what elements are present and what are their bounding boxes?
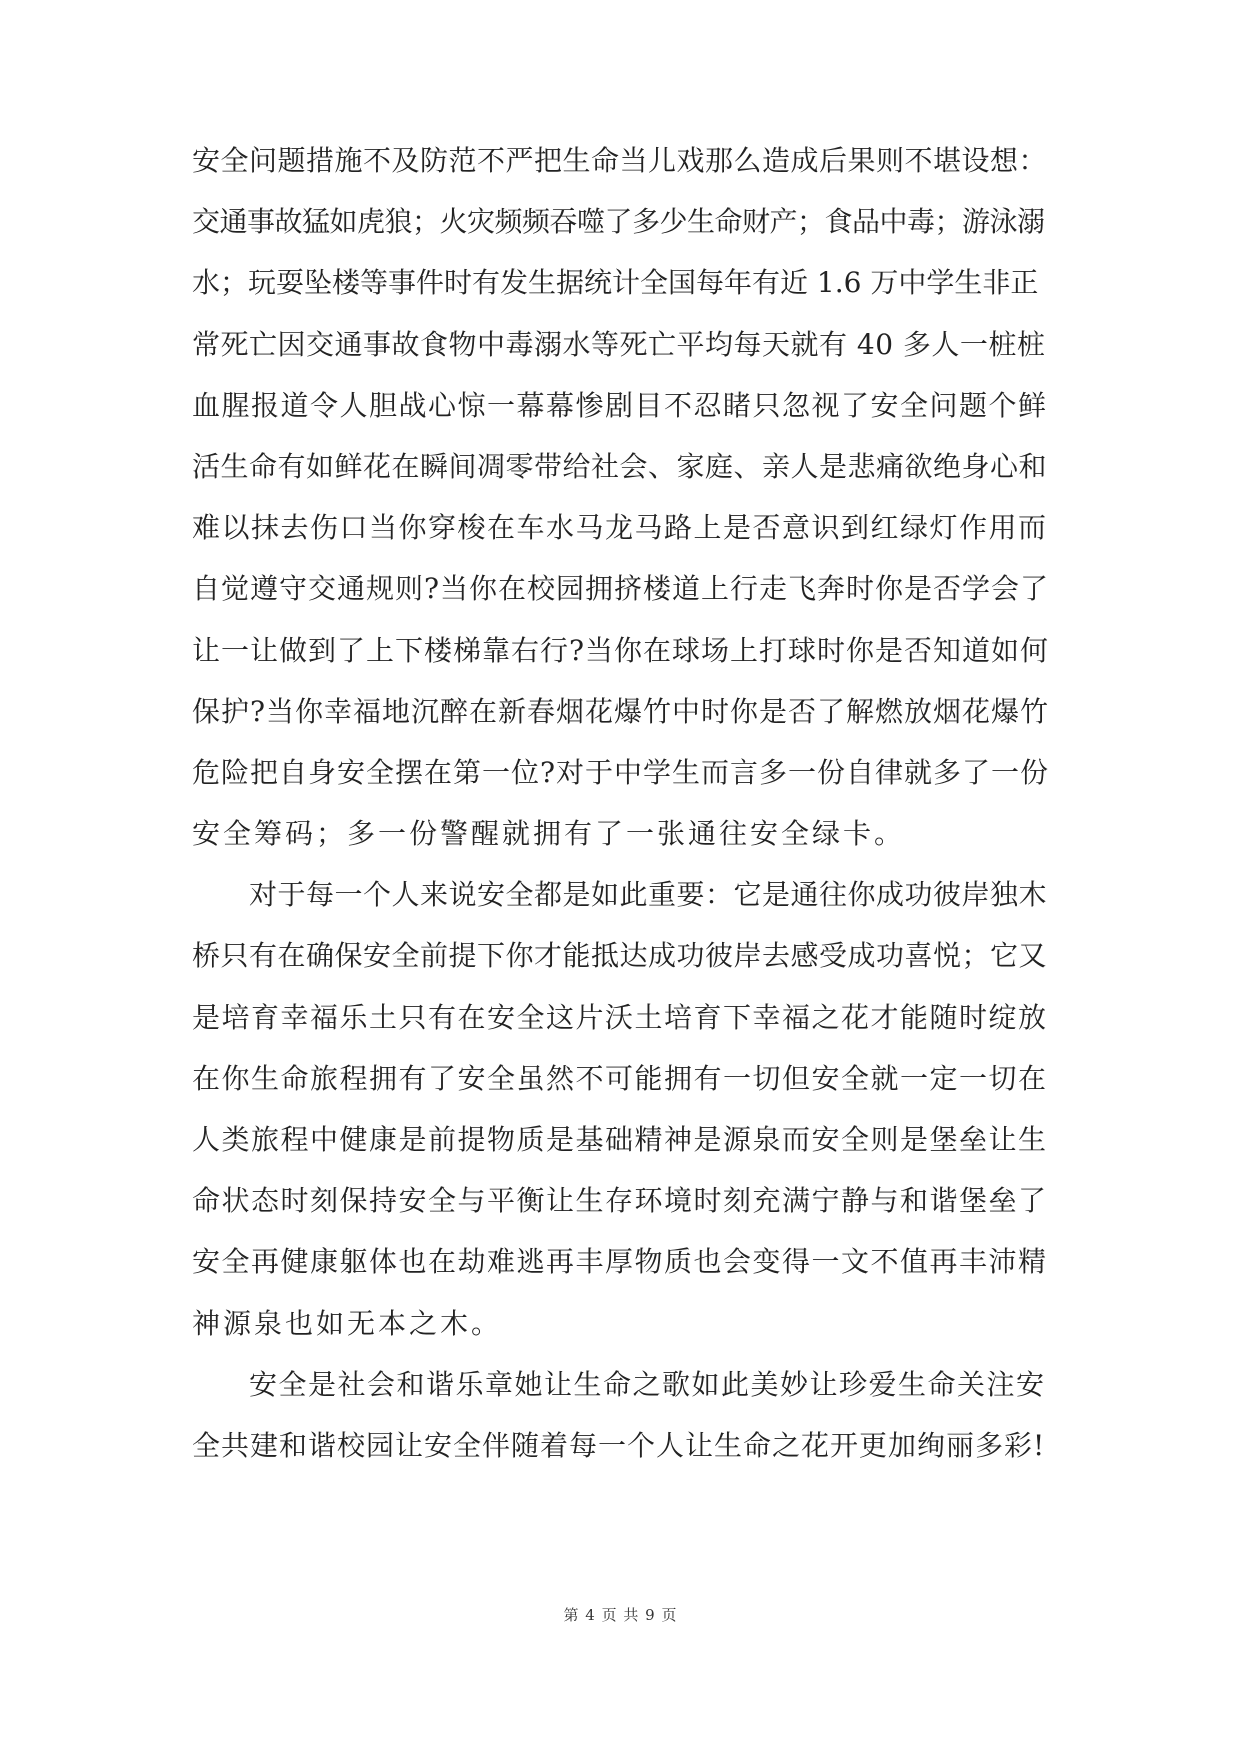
text-line: 桥只有在确保安全前提下你才能抵达成功彼岸去感受成功喜悦；它又 bbox=[192, 939, 1048, 973]
text-line: 安全筹码；多一份警醒就拥有了一张通往安全绿卡。 bbox=[192, 817, 906, 851]
text-line: 全共建和谐校园让安全伴随着每一个人让生命之花开更加绚丽多彩! bbox=[192, 1428, 1046, 1462]
text-line: 危险把自身安全摆在第一位?对于中学生而言多一份自律就多了一份 bbox=[192, 755, 1050, 789]
text-line: 神源泉也如无本之木。 bbox=[192, 1306, 503, 1340]
text-line: 活生命有如鲜花在瞬间凋零带给社会、家庭、亲人是悲痛欲绝身心和 bbox=[192, 449, 1048, 483]
text-line: 命状态时刻保持安全与平衡让生存环境时刻充满宁静与和谐堡垒了 bbox=[192, 1184, 1048, 1218]
text-line: 让一让做到了上下楼梯靠右行?当你在球场上打球时你是否知道如何 bbox=[192, 633, 1050, 667]
text-line: 常死亡因交通事故食物中毒溺水等死亡平均每天就有 40 多人一桩桩 bbox=[192, 327, 1046, 361]
text-line-first-indent: 安全是社会和谐乐章她让生命之歌如此美妙让珍爱生命关注安 bbox=[249, 1367, 1046, 1401]
document-body bbox=[192, 130, 1050, 1476]
paragraph-2 bbox=[192, 864, 1050, 1354]
text-line: 血腥报道令人胆战心惊一幕幕惨剧目不忍睹只忽视了安全问题个鲜 bbox=[192, 388, 1048, 422]
paragraph-1 bbox=[192, 130, 1050, 864]
text-line: 交通事故猛如虎狼；火灾频频吞噬了多少生命财产；食品中毒；游泳溺 bbox=[192, 205, 1045, 239]
text-line: 自觉遵守交通规则?当你在校园拥挤楼道上行走飞奔时你是否学会了 bbox=[192, 572, 1050, 606]
text-line: 保护?当你幸福地沉醉在新春烟花爆竹中时你是否了解燃放烟花爆竹 bbox=[192, 694, 1050, 728]
paragraph-3 bbox=[192, 1354, 1050, 1476]
text-line-first-indent: 对于每一个人来说安全都是如此重要：它是通往你成功彼岸独木 bbox=[249, 878, 1048, 912]
text-line: 在你生命旅程拥有了安全虽然不可能拥有一切但安全就一定一切在 bbox=[192, 1061, 1048, 1095]
text-line: 人类旅程中健康是前提物质是基础精神是源泉而安全则是堡垒让生 bbox=[192, 1123, 1048, 1156]
text-line: 水；玩耍坠楼等事件时有发生据统计全国每年有近 1.6 万中学生非正 bbox=[192, 266, 1039, 300]
text-line: 安全再健康躯体也在劫难逃再丰厚物质也会变得一文不值再丰沛精 bbox=[192, 1245, 1048, 1279]
text-line: 是培育幸福乐土只有在安全这片沃土培育下幸福之花才能随时绽放 bbox=[192, 1000, 1048, 1034]
text-line: 难以抹去伤口当你穿梭在车水马龙马路上是否意识到红绿灯作用而 bbox=[192, 511, 1048, 545]
page-number-footer: 第 4 页 共 9 页 bbox=[563, 1606, 678, 1624]
text-line: 安全问题措施不及防范不严把生命当儿戏那么造成后果则不堪设想： bbox=[192, 144, 1048, 177]
